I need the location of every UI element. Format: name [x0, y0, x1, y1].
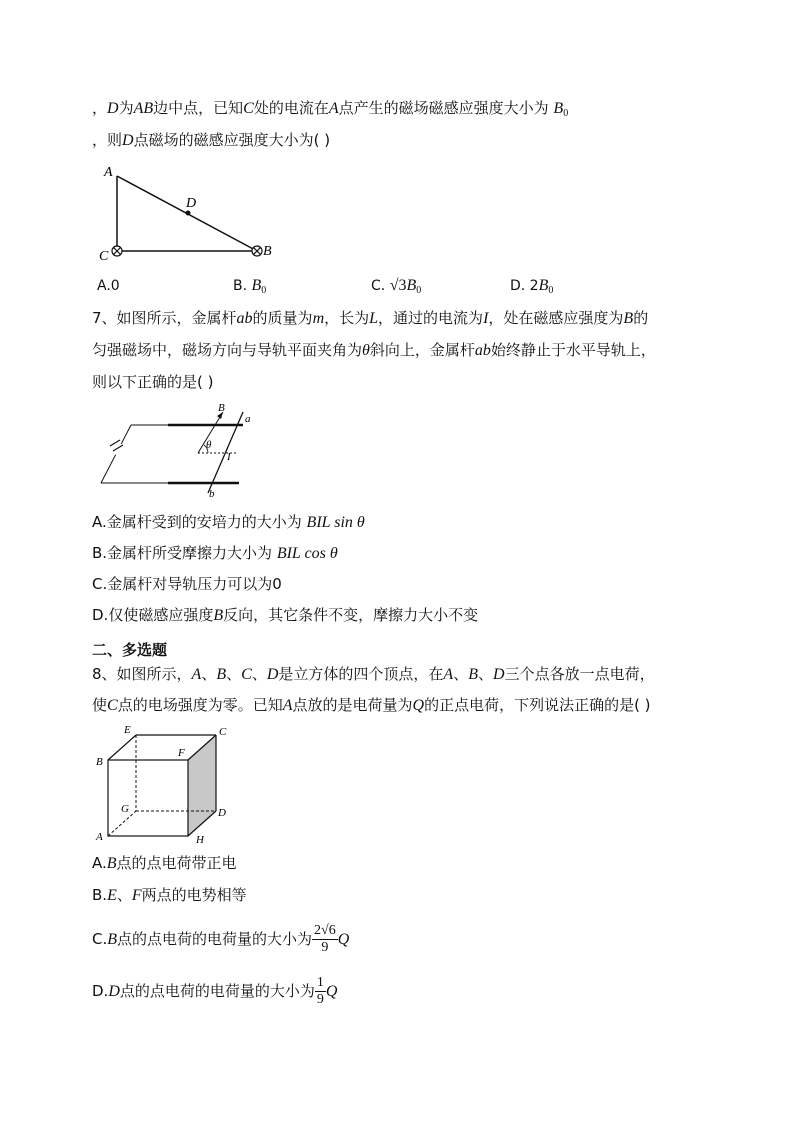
label-f: F — [178, 747, 185, 759]
q7-option-d[interactable]: D.仅使磁感应强度B反向，其它条件不变，摩擦力大小不变 — [92, 606, 479, 624]
q8-option-c[interactable]: C.B点的点电荷的电荷量的大小为 $\frac{2√6}{9}$ Q — [92, 923, 350, 955]
label-current-i: I — [227, 451, 231, 463]
q8-option-d[interactable]: D.D点的点电荷的电荷量的大小为 $\frac{1}{9}$ Q — [92, 975, 338, 1007]
fraction: $\frac{2√6}{9}$ — [314, 923, 336, 955]
current-into-page-icon-c — [112, 246, 122, 256]
q6-option-b[interactable]: B. $B_0$ — [233, 277, 267, 296]
label-b-field: B — [218, 402, 225, 414]
q6-option-a[interactable]: A.0 — [97, 278, 120, 294]
label-a: A — [96, 831, 103, 843]
q7-option-a[interactable]: A.金属杆受到的安培力的大小为 BIL sin θ — [92, 513, 365, 531]
label-b: B — [263, 244, 272, 259]
section-heading: 二、多选题 — [92, 641, 168, 659]
label-b: B — [96, 756, 103, 768]
q8-option-a[interactable]: A.B点的点电荷带正电 — [92, 854, 237, 872]
label-d: D — [218, 807, 226, 819]
label-d: D — [186, 196, 197, 211]
fraction: $\frac{1}{9}$ — [316, 975, 324, 1007]
q7-option-b[interactable]: B.金属杆所受摩擦力大小为 BIL cos θ — [92, 544, 338, 562]
q7-stem-line-3: 则以下正确的是( ) — [92, 373, 214, 391]
q7-stem-line-1: 7、如图所示，金属杆ab的质量为m，长为L，通过的电流为I，处在磁感应强度为B的 — [92, 309, 649, 327]
q8-stem-line-1: 8、如图所示，A、B、C、D是立方体的四个顶点，在A、B、D三个点各放一点电荷， — [92, 665, 655, 683]
label-e: E — [124, 724, 131, 736]
label-a: A — [104, 165, 113, 180]
label-c: C — [99, 249, 109, 264]
current-into-page-icon-b — [252, 246, 262, 256]
q6-option-c[interactable]: C. $√3B_0$ — [371, 277, 422, 296]
q6-stem-line-2: ，则D点磁场的磁感应强度大小为( ) — [92, 131, 331, 149]
q7-rail-figure — [96, 400, 266, 500]
label-rail-b: b — [209, 488, 215, 500]
q8-cube-figure — [92, 722, 242, 847]
label-theta: θ — [206, 439, 212, 451]
q7-stem-line-2: 匀强磁场中，磁场方向与导轨平面夹角为θ斜向上，金属杆ab始终静止于水平导轨上， — [92, 341, 656, 359]
q6-stem-line-1: ，D为AB边中点，已知C处的电流在A点产生的磁场磁感应强度大小为 $B_0$ — [92, 99, 569, 119]
q6-option-d[interactable]: D. $2B_0$ — [510, 277, 554, 296]
label-c: C — [219, 726, 227, 738]
label-rail-a: a — [245, 413, 251, 425]
q7-option-c[interactable]: C.金属杆对导轨压力可以为0 — [92, 575, 282, 593]
q6-triangle-figure — [96, 160, 296, 270]
label-g: G — [121, 803, 129, 815]
label-h: H — [196, 834, 204, 846]
q8-stem-line-2: 使C点的电场强度为零。已知A点放的是电荷量为Q的正点电荷，下列说法正确的是( ) — [92, 696, 651, 714]
q8-option-b[interactable]: B.E、F两点的电势相等 — [92, 886, 247, 904]
